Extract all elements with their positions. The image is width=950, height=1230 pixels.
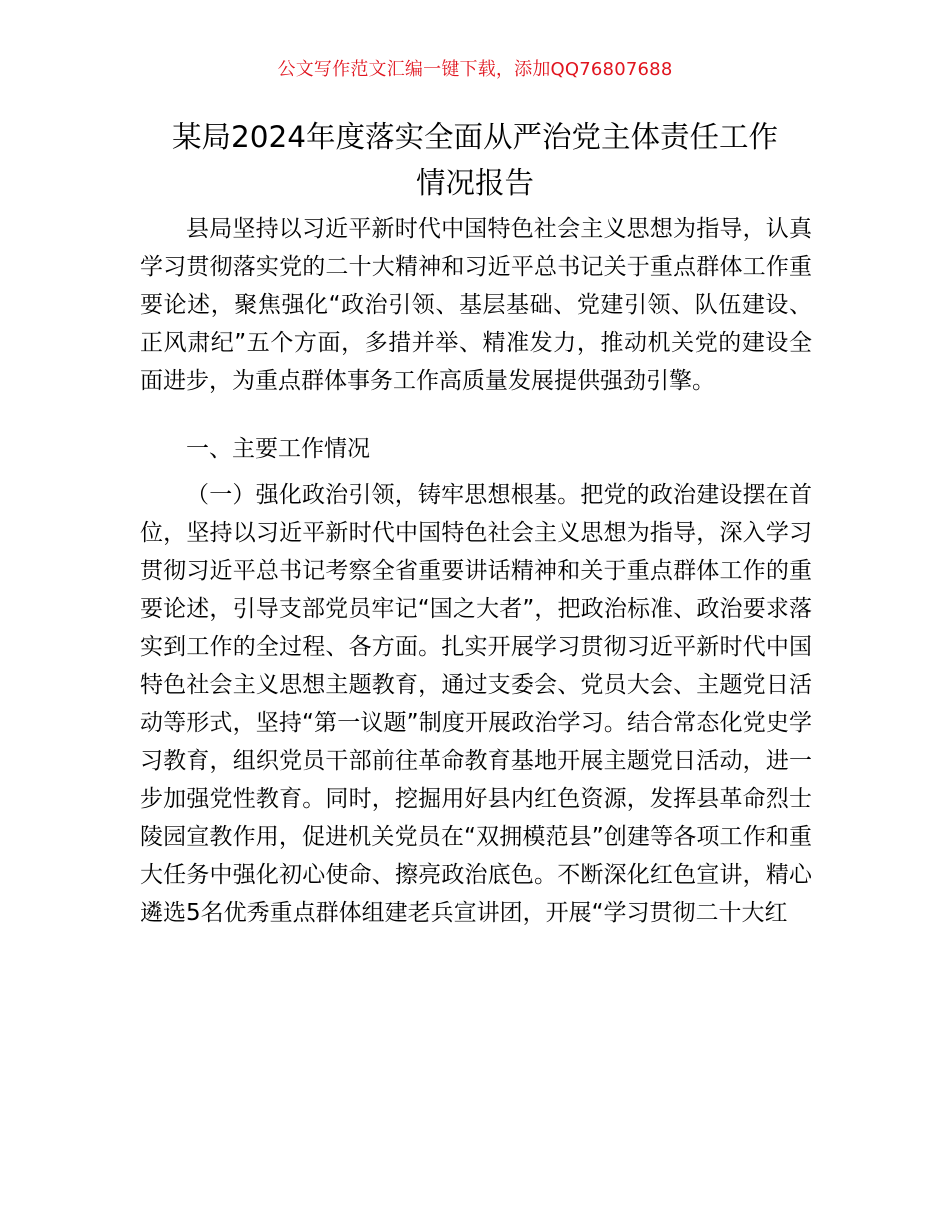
- document-title: [140, 114, 810, 206]
- document-body: [140, 210, 812, 932]
- section-paragraph: （一）强化政治引领，铸牢思想根基。把党的政治建设摆在首位，坚持以习近平新时代中国特色社会主义思想为指导，深入学习贯彻习近平总书记考察全省重要讲话精神和关于重点群体工作的重要论述，引导支部党员牢记“国之大者”，把政治标准、政治要求落实到工作的全过程、各方面。扎实开展学习贯彻习近平新时代中国特色社会主义思想主题教育，通过支委会、党员大会、主题党日活动等形式，坚持“第一议题”制度开展政治学习。结合常态化党史学习教育，组织党员干部前往革命教育基地开展主题党日活动，进一步加强党性教育。同时，挖掘用好县内红色资源，发挥县革命烈士陵园宣教作用，促进机关党员在“双拥模范县”创建等各项工作和重大任务中强化初心使命、擦亮政治底色。不断深化红色宣讲，精心遴选5名优秀重点群体组建老兵宣讲团，开展“学习贯彻二十大红: [140, 482, 812, 926]
- section-heading: 一、主要工作情况: [186, 436, 370, 462]
- title-line-1: 某局2024年度落实全面从严治党主体责任工作: [171, 120, 779, 154]
- intro-paragraph: 县局坚持以习近平新时代中国特色社会主义思想为指导，认真学习贯彻落实党的二十大精神和习近平总书记关于重点群体工作重要论述，聚焦强化“政治引领、基层基础、党建引领、队伍建设、正风肃纪”五个方面，多措并举、精准发力，推动机关党的建设全面进步，为重点群体事务工作高质量发展提供强劲引擎。: [140, 216, 812, 394]
- title-line-2: 情况报告: [415, 166, 534, 200]
- promo-banner: 公文写作范文汇编一键下载，添加QQ76807688: [277, 59, 673, 80]
